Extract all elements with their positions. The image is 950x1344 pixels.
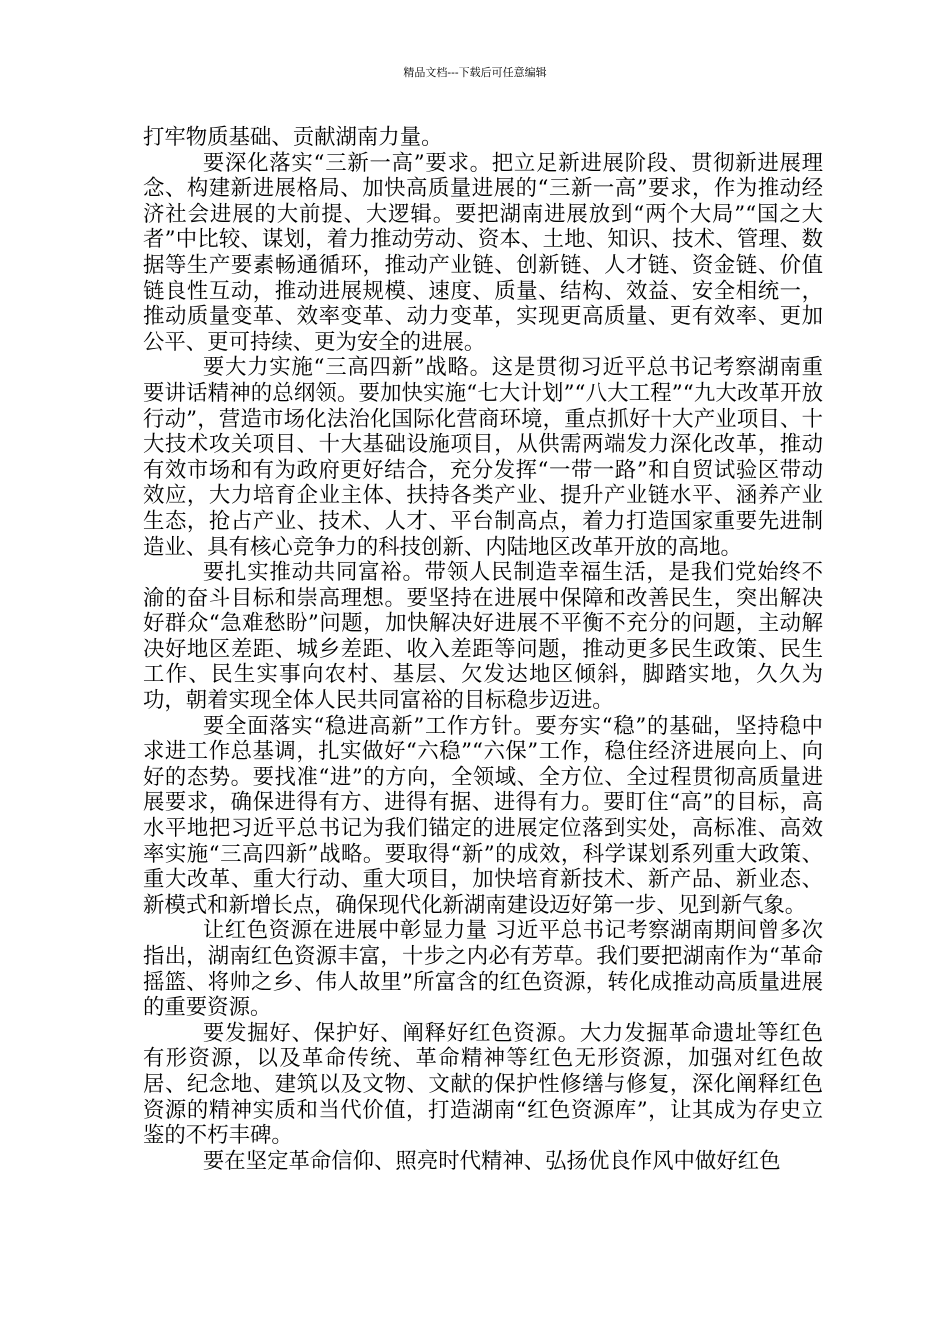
- paragraph-8: 要在坚定革命信仰、照亮时代精神、弘扬优良作风中做好红色: [202, 1148, 781, 1174]
- paragraph-3: 要大力实施“三高四新”战略。这是贯彻习近平总书记考察湖南重要讲话精神的总纲领。要加快实施“七大计划”“八大工程”“九大改革开放行动”，营造市场化法治化国际化营商环境，重点抓好十大产业项目、十大技术攻关项目、十大基础设施项目，从供需两端发力深化改革，推动有效市场和有为政府更好结合，充分发挥“一带一路”和自贸试验区带动效应，大力培育企业主体、扶持各类产业、提升产业链水平、涵养产业生态，抢占产业、技术、人才、平台制高点，着力打造国家重要先进制造业、具有核心竞争力的科技创新、内陆地区改革开放的高地。: [143, 355, 823, 560]
- paragraph-1: 打牢物质基础、贡献湖南力量。: [143, 125, 443, 150]
- paragraph-2: 要深化落实“三新一高”要求。把立足新进展阶段、贯彻新进展理念、构建新进展格局、加快高质量进展的“三新一高”要求，作为推动经济社会进展的大前提、大逻辑。要把湖南进展放到“两个大局”“国之大者”中比较、谋划，着力推动劳动、资本、土地、知识、技术、管理、数据等生产要素畅通循环，推动产业链、创新链、人才链、资金链、价值链良性互动，推动进展规模、速度、质量、结构、效益、安全相统一，推动质量变革、效率变革、动力变革，实现更高质量、更有效率、更加公平、更可持续、更为安全的进展。: [143, 150, 823, 355]
- paragraph-4: 要扎实推动共同富裕。带领人民制造幸福生活，是我们党始终不渝的奋斗目标和崇高理想。要坚持在进展中保障和改善民生，突出解决好群众“急难愁盼”问题，加快解决好进展不平衡不充分的问题，主动解决好地区差距、城乡差距、收入差距等问题，推动更多民生政策、民生工作、民生实事向农村、基层、欠发达地区倾斜，脚踏实地，久久为功，朝着实现全体人民共同富裕的目标稳步迈进。: [143, 560, 823, 714]
- page-header: 精品文档---下载后可任意编辑: [403, 66, 547, 79]
- paragraph-5: 要全面落实“稳进高新”工作方针。要夯实“稳”的基础，坚持稳中求进工作总基调，扎实做好“六稳”“六保”工作，稳住经济进展向上、向好的态势。要找准“进”的方向，全领域、全方位、全过程贯彻高质量进展要求，确保进得有方、进得有据、进得有力。要盯住“高”的目标，高水平地把习近平总书记为我们锚定的进展定位落到实处，高标准、高效率实施“三高四新”战略。要取得“新”的成效，科学谋划系列重大政策、重大改革、重大行动、重大项目，加快培育新技术、新产品、新业态、新模式和新增长点，确保现代化新湖南建设迈好第一步、见到新气象。: [143, 713, 823, 918]
- paragraph-6: 让红色资源在进展中彰显力量 习近平总书记考察湖南期间曾多次指出，湖南红色资源丰富，十步之内必有芳草。我们要把湖南作为“革命摇篮、将帅之乡、伟人故里”所富含的红色资源，转化成推动高质量进展的重要资源。: [143, 918, 823, 1021]
- paragraph-7: 要发掘好、保护好、阐释好红色资源。大力发掘革命遗址等红色有形资源，以及革命传统、革命精神等红色无形资源，加强对红色故居、纪念地、建筑以及文物、文献的保护性修缮与修复，深化阐释红色资源的精神实质和当代价值，打造湖南“红色资源库”，让其成为存史立鉴的不朽丰碑。: [143, 1020, 823, 1149]
- document-body: [143, 125, 823, 1174]
